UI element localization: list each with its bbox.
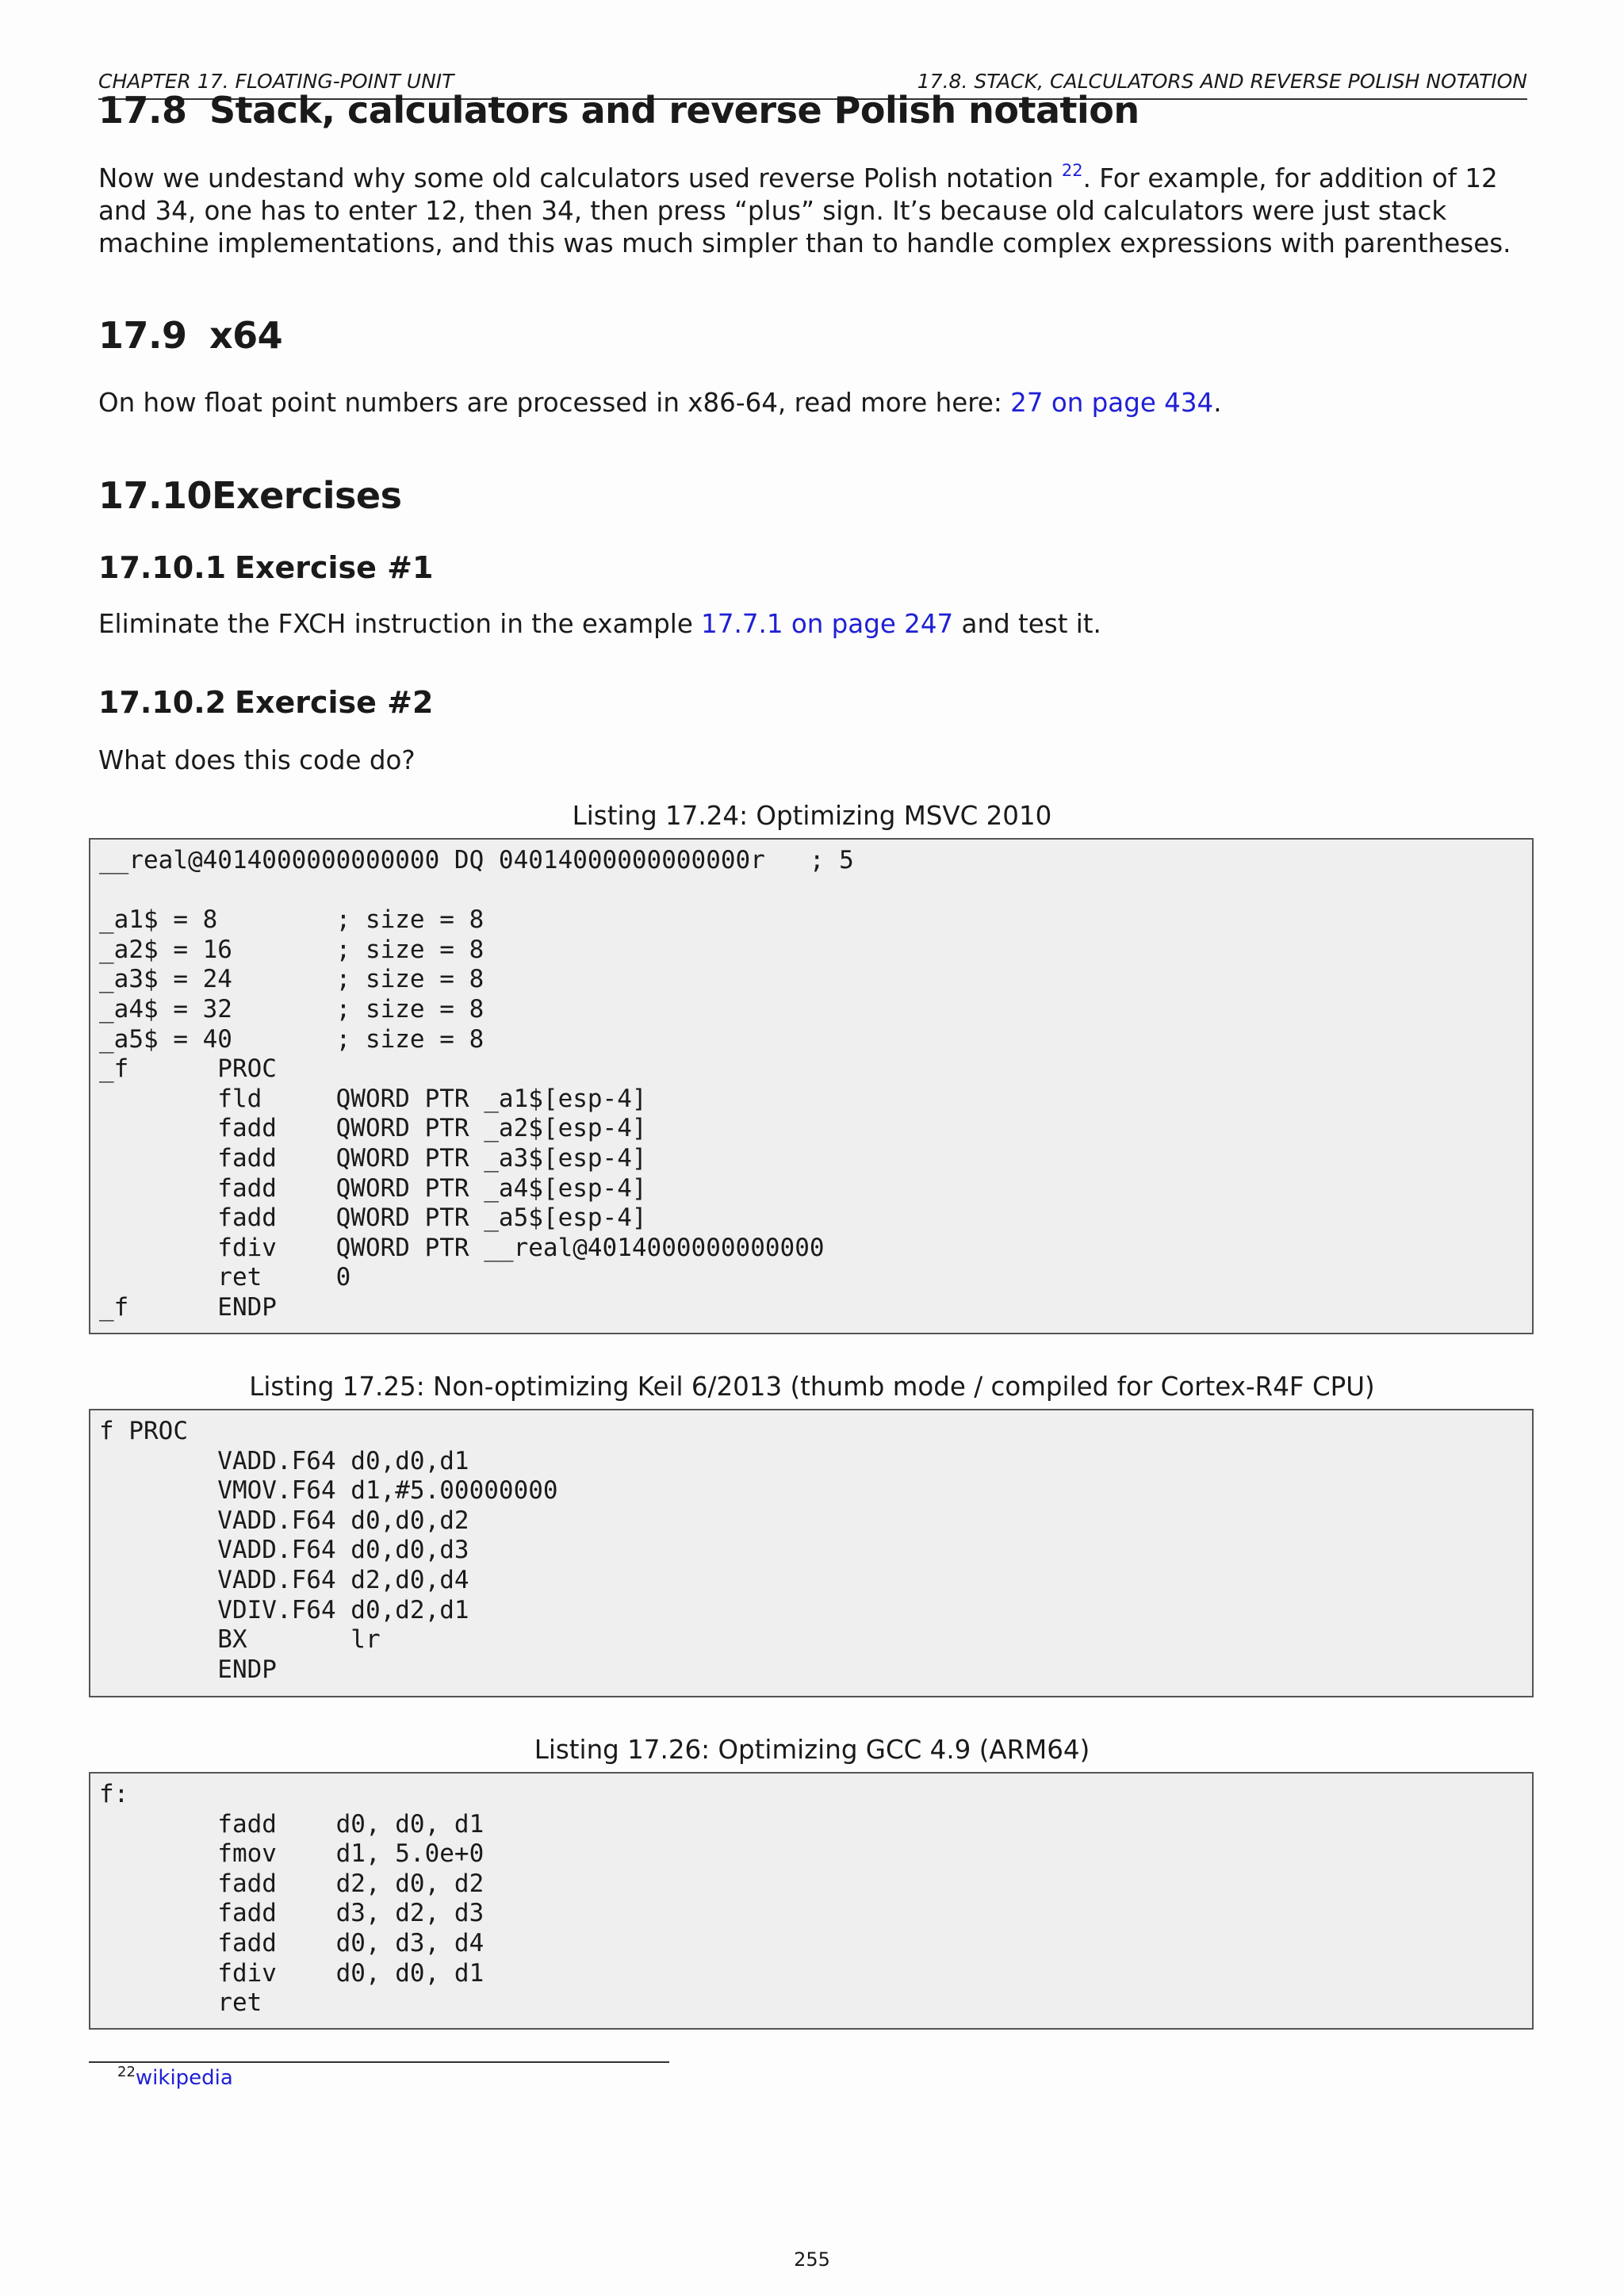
section-number: 17.8 — [98, 89, 187, 132]
paragraph-exercise-1 — [98, 608, 1529, 641]
wikipedia-link[interactable]: wikipedia — [135, 2066, 233, 2090]
listing-caption: Listing 17.26: Optimizing GCC 4.9 (ARM64) — [534, 1735, 1090, 1765]
section-title: Stack, calculators and reverse Polish notation — [209, 89, 1139, 132]
footnote-number: 22 — [117, 2064, 136, 2080]
subsection-heading-exercise-2 — [98, 685, 433, 720]
section-number: 17.9 — [98, 314, 187, 357]
listing-caption: Listing 17.25: Non-optimizing Keil 6/2013 (thumb mode / compiled for Cortex-R4F CPU) — [249, 1372, 1375, 1402]
subsection-title: Exercise #2 — [235, 685, 434, 720]
code-block: f PROC VADD.F64 d0,d0,d1 VMOV.F64 d1,#5.00000000 VADD.F64 d0,d0,d2 VADD.F64 d0,d0,d3 VADD.F64 d2,d0,d4 VDIV.F64 d0,d2,d1 BX lr ENDP — [99, 1417, 558, 1684]
paragraph-text: and test it. — [953, 609, 1101, 639]
subsection-heading-exercise-1 — [98, 550, 433, 585]
paragraph-x64 — [98, 387, 1529, 419]
footnote — [117, 2066, 233, 2090]
paragraph-text: Now we undestand why some old calculators used reverse Polish notation — [98, 163, 1062, 193]
page-247-link[interactable]: 17.7.1 on page 247 — [701, 609, 954, 639]
code-listing-keil — [89, 1409, 1534, 1697]
code-block: __real@4014000000000000 DQ 04014000000000000r ; 5 _a1$ = 8 ; size = 8 _a2$ = 16 ; size = 8 _a3$ = 24 ; size = 8 _a4$ = 32 ; size = 8 _a5$ = 40 ; size = 8 _f PROC fld QWORD PTR _a1$[esp-4] fadd QWORD PTR _a2$[esp-4] fadd QWORD PTR _a3$[esp-4] fadd QWORD PTR _a4$[esp-4] fadd QWORD PTR _a5$[esp-4] fdiv QWORD PTR __real@4014000000000000 ret 0 _f ENDP — [99, 846, 854, 1322]
paragraph-text: Eliminate the FXCH instruction in the example — [98, 609, 702, 639]
header-chapter: CHAPTER 17. FLOATING-POINT UNIT — [98, 70, 454, 93]
subsection-title: Exercise #1 — [235, 550, 434, 585]
code-listing-gcc — [89, 1772, 1534, 2030]
paragraph-rpn — [98, 163, 1529, 260]
section-number: 17.10 — [98, 474, 213, 517]
section-title: Exercises — [212, 474, 402, 517]
subsection-number: 17.10.2 — [98, 685, 227, 720]
section-heading-17-8 — [98, 89, 1139, 132]
code-block: f: fadd d0, d0, d1 fmov d1, 5.0e+0 fadd d2, d0, d2 fadd d3, d2, d3 fadd d0, d3, d4 fdiv d0, d0, d1 ret — [99, 1780, 485, 2018]
footnote-ref-link[interactable]: 22 — [1061, 161, 1083, 180]
header-section: 17.8. STACK, CALCULATORS AND REVERSE POLISH NOTATION — [917, 70, 1527, 93]
section-heading-17-9 — [98, 314, 282, 357]
listing-caption: Listing 17.24: Optimizing MSVC 2010 — [572, 801, 1052, 831]
page-434-link[interactable]: 27 on page 434 — [1010, 388, 1214, 418]
page-number: 255 — [794, 2248, 830, 2271]
paragraph-text: . — [1213, 388, 1222, 418]
paragraph-text: On how float point numbers are processed in x86-64, read more here: — [98, 388, 1011, 418]
paragraph-text: . For example, for addition of 12 and 34, one has to enter 12, then 34, then press “plus” sign. It’s because old calculators were just stack machine implementations, and this was much simpler than to handle complex expressions with parentheses. — [98, 163, 1511, 258]
subsection-number: 17.10.1 — [98, 550, 227, 585]
footnote-separator — [89, 2061, 669, 2063]
section-title: x64 — [209, 314, 283, 357]
code-listing-msvc — [89, 838, 1534, 1334]
section-heading-17-10 — [98, 474, 402, 517]
paragraph-exercise-2: What does this code do? — [98, 745, 416, 775]
